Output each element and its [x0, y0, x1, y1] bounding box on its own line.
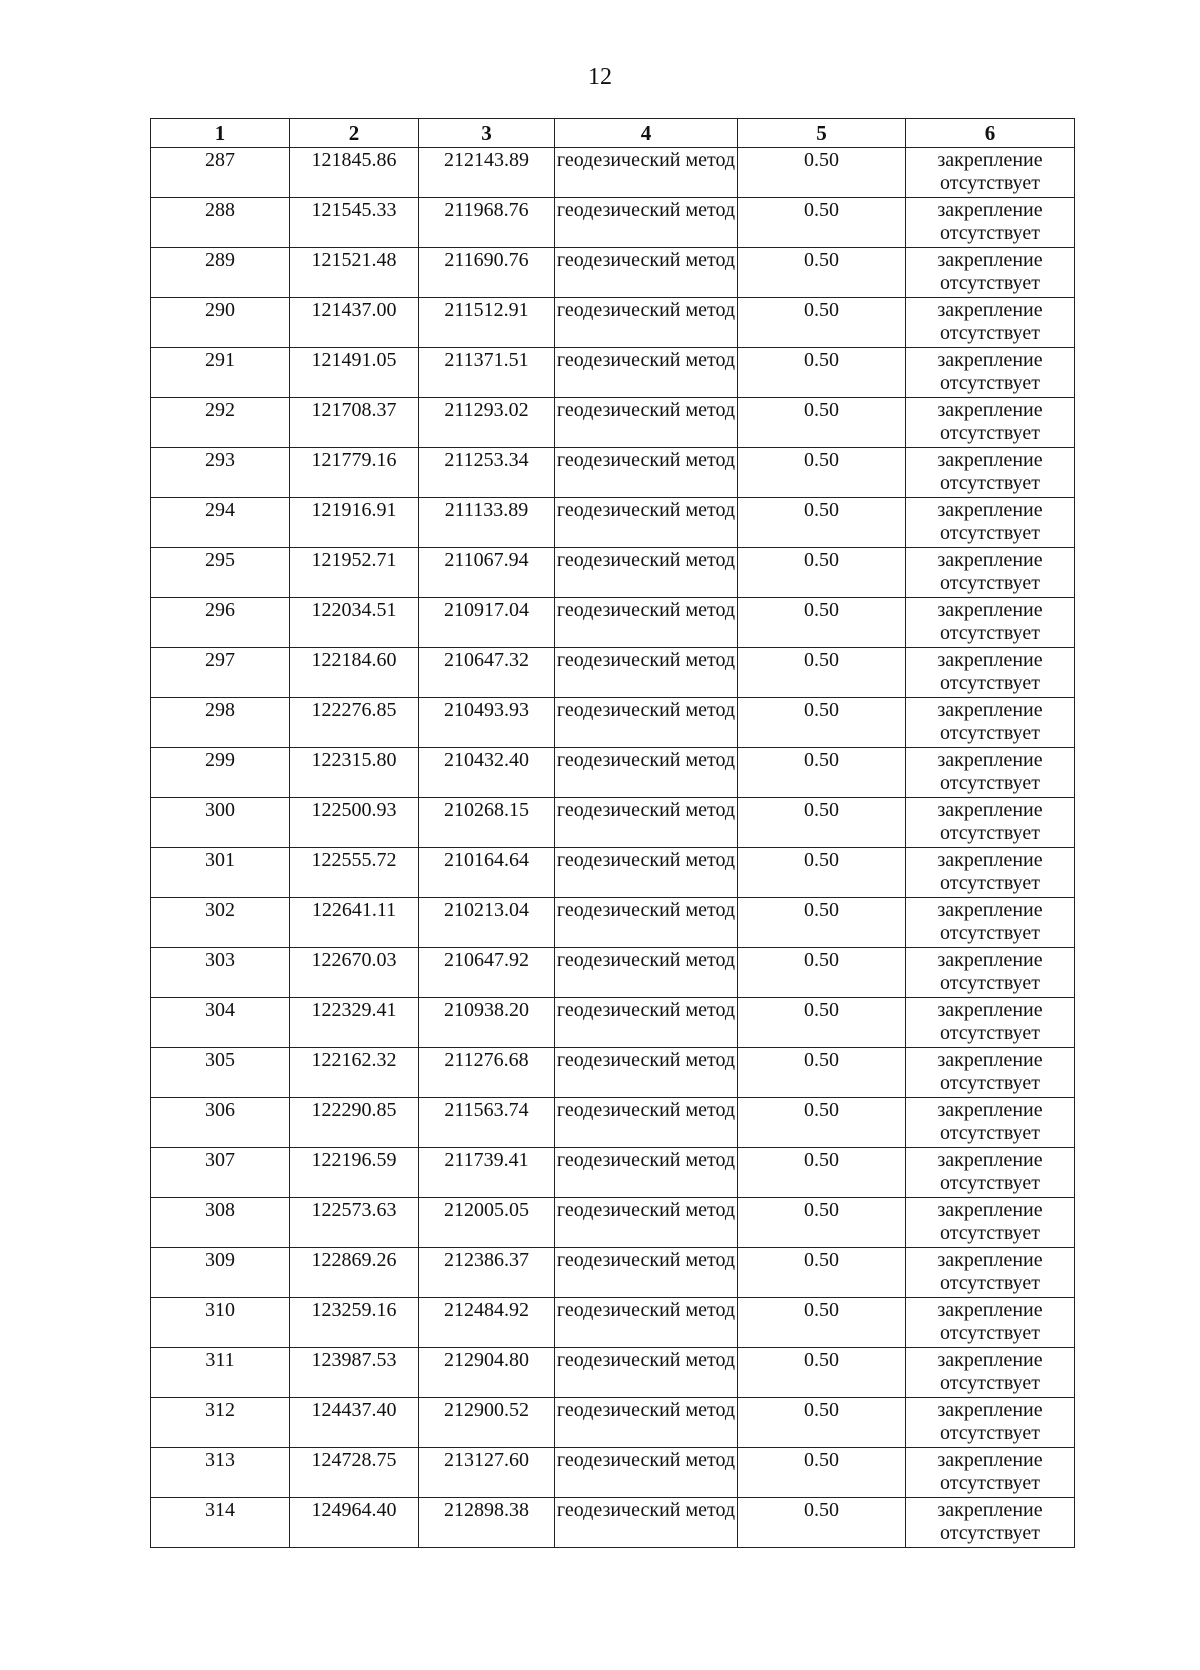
fixing-cell: закрепление отсутствует [906, 1348, 1075, 1398]
accuracy-cell: 0.50 [738, 898, 906, 948]
fixing-cell: закрепление отсутствует [906, 1198, 1075, 1248]
x-coordinate-cell: 124437.40 [290, 1398, 419, 1448]
fixing-cell: закрепление отсутствует [906, 1498, 1075, 1548]
accuracy-cell: 0.50 [738, 798, 906, 848]
fixing-cell: закрепление отсутствует [906, 1148, 1075, 1198]
table-row [151, 598, 1075, 648]
table-row [151, 1048, 1075, 1098]
point-number-cell: 298 [151, 698, 290, 748]
x-coordinate-cell: 122670.03 [290, 948, 419, 998]
accuracy-cell: 0.50 [738, 1448, 906, 1498]
table-row [151, 998, 1075, 1048]
point-number-cell: 307 [151, 1148, 290, 1198]
x-coordinate-cell: 122290.85 [290, 1098, 419, 1148]
coordinates-table-container [150, 118, 1074, 1548]
method-cell: геодезический метод [555, 498, 738, 548]
fixing-cell: закрепление отсутствует [906, 448, 1075, 498]
method-cell: геодезический метод [555, 1198, 738, 1248]
y-coordinate-cell: 212900.52 [419, 1398, 555, 1448]
accuracy-cell: 0.50 [738, 248, 906, 298]
point-number-cell: 311 [151, 1348, 290, 1398]
x-coordinate-cell: 122555.72 [290, 848, 419, 898]
table-header-row [151, 119, 1075, 148]
point-number-cell: 287 [151, 148, 290, 198]
coordinates-table [150, 118, 1075, 1548]
accuracy-cell: 0.50 [738, 448, 906, 498]
point-number-cell: 294 [151, 498, 290, 548]
point-number-cell: 306 [151, 1098, 290, 1148]
method-cell: геодезический метод [555, 1348, 738, 1398]
y-coordinate-cell: 212904.80 [419, 1348, 555, 1398]
x-coordinate-cell: 124728.75 [290, 1448, 419, 1498]
y-coordinate-cell: 213127.60 [419, 1448, 555, 1498]
accuracy-cell: 0.50 [738, 1298, 906, 1348]
method-cell: геодезический метод [555, 148, 738, 198]
method-cell: геодезический метод [555, 398, 738, 448]
point-number-cell: 291 [151, 348, 290, 398]
accuracy-cell: 0.50 [738, 1148, 906, 1198]
accuracy-cell: 0.50 [738, 548, 906, 598]
method-cell: геодезический метод [555, 698, 738, 748]
point-number-cell: 303 [151, 948, 290, 998]
table-row [151, 198, 1075, 248]
column-header: 2 [290, 119, 419, 148]
accuracy-cell: 0.50 [738, 998, 906, 1048]
method-cell: геодезический метод [555, 1448, 738, 1498]
x-coordinate-cell: 123259.16 [290, 1298, 419, 1348]
point-number-cell: 297 [151, 648, 290, 698]
accuracy-cell: 0.50 [738, 648, 906, 698]
accuracy-cell: 0.50 [738, 1248, 906, 1298]
y-coordinate-cell: 211739.41 [419, 1148, 555, 1198]
table-row [151, 148, 1075, 198]
point-number-cell: 302 [151, 898, 290, 948]
table-row [151, 498, 1075, 548]
table-row [151, 348, 1075, 398]
method-cell: геодезический метод [555, 998, 738, 1048]
y-coordinate-cell: 211067.94 [419, 548, 555, 598]
x-coordinate-cell: 122500.93 [290, 798, 419, 848]
method-cell: геодезический метод [555, 798, 738, 848]
fixing-cell: закрепление отсутствует [906, 798, 1075, 848]
table-row [151, 548, 1075, 598]
table-row [151, 1148, 1075, 1198]
y-coordinate-cell: 210213.04 [419, 898, 555, 948]
x-coordinate-cell: 122184.60 [290, 648, 419, 698]
table-row [151, 798, 1075, 848]
y-coordinate-cell: 210917.04 [419, 598, 555, 648]
x-coordinate-cell: 121437.00 [290, 298, 419, 348]
method-cell: геодезический метод [555, 248, 738, 298]
fixing-cell: закрепление отсутствует [906, 898, 1075, 948]
x-coordinate-cell: 122162.32 [290, 1048, 419, 1098]
x-coordinate-cell: 122034.51 [290, 598, 419, 648]
accuracy-cell: 0.50 [738, 598, 906, 648]
method-cell: геодезический метод [555, 848, 738, 898]
x-coordinate-cell: 122329.41 [290, 998, 419, 1048]
point-number-cell: 295 [151, 548, 290, 598]
accuracy-cell: 0.50 [738, 1048, 906, 1098]
x-coordinate-cell: 121708.37 [290, 398, 419, 448]
table-row [151, 1348, 1075, 1398]
table-row [151, 948, 1075, 998]
y-coordinate-cell: 211968.76 [419, 198, 555, 248]
x-coordinate-cell: 122641.11 [290, 898, 419, 948]
x-coordinate-cell: 121916.91 [290, 498, 419, 548]
accuracy-cell: 0.50 [738, 848, 906, 898]
table-row [151, 1498, 1075, 1548]
accuracy-cell: 0.50 [738, 348, 906, 398]
point-number-cell: 289 [151, 248, 290, 298]
x-coordinate-cell: 121521.48 [290, 248, 419, 298]
y-coordinate-cell: 211293.02 [419, 398, 555, 448]
fixing-cell: закрепление отсутствует [906, 198, 1075, 248]
table-row [151, 248, 1075, 298]
y-coordinate-cell: 212484.92 [419, 1298, 555, 1348]
accuracy-cell: 0.50 [738, 1498, 906, 1548]
accuracy-cell: 0.50 [738, 748, 906, 798]
point-number-cell: 314 [151, 1498, 290, 1548]
table-row [151, 648, 1075, 698]
column-header: 5 [738, 119, 906, 148]
x-coordinate-cell: 123987.53 [290, 1348, 419, 1398]
point-number-cell: 304 [151, 998, 290, 1048]
y-coordinate-cell: 211276.68 [419, 1048, 555, 1098]
accuracy-cell: 0.50 [738, 1098, 906, 1148]
fixing-cell: закрепление отсутствует [906, 1398, 1075, 1448]
method-cell: геодезический метод [555, 1098, 738, 1148]
fixing-cell: закрепление отсутствует [906, 348, 1075, 398]
x-coordinate-cell: 121845.86 [290, 148, 419, 198]
y-coordinate-cell: 211690.76 [419, 248, 555, 298]
fixing-cell: закрепление отсутствует [906, 248, 1075, 298]
column-header: 6 [906, 119, 1075, 148]
y-coordinate-cell: 212386.37 [419, 1248, 555, 1298]
method-cell: геодезический метод [555, 748, 738, 798]
method-cell: геодезический метод [555, 648, 738, 698]
point-number-cell: 288 [151, 198, 290, 248]
column-header: 4 [555, 119, 738, 148]
accuracy-cell: 0.50 [738, 298, 906, 348]
method-cell: геодезический метод [555, 1298, 738, 1348]
accuracy-cell: 0.50 [738, 1198, 906, 1248]
point-number-cell: 300 [151, 798, 290, 848]
x-coordinate-cell: 122869.26 [290, 1248, 419, 1298]
table-row [151, 848, 1075, 898]
y-coordinate-cell: 212143.89 [419, 148, 555, 198]
point-number-cell: 293 [151, 448, 290, 498]
method-cell: геодезический метод [555, 348, 738, 398]
point-number-cell: 308 [151, 1198, 290, 1248]
table-row [151, 898, 1075, 948]
fixing-cell: закрепление отсутствует [906, 1248, 1075, 1298]
page-number: 12 [588, 64, 612, 90]
y-coordinate-cell: 211563.74 [419, 1098, 555, 1148]
method-cell: геодезический метод [555, 448, 738, 498]
fixing-cell: закрепление отсутствует [906, 298, 1075, 348]
x-coordinate-cell: 121545.33 [290, 198, 419, 248]
column-header: 1 [151, 119, 290, 148]
method-cell: геодезический метод [555, 898, 738, 948]
fixing-cell: закрепление отсутствует [906, 1098, 1075, 1148]
y-coordinate-cell: 210647.92 [419, 948, 555, 998]
y-coordinate-cell: 210493.93 [419, 698, 555, 748]
method-cell: геодезический метод [555, 948, 738, 998]
fixing-cell: закрепление отсутствует [906, 598, 1075, 648]
fixing-cell: закрепление отсутствует [906, 498, 1075, 548]
y-coordinate-cell: 211371.51 [419, 348, 555, 398]
method-cell: геодезический метод [555, 1398, 738, 1448]
point-number-cell: 305 [151, 1048, 290, 1098]
method-cell: геодезический метод [555, 548, 738, 598]
method-cell: геодезический метод [555, 1248, 738, 1298]
table-row [151, 1398, 1075, 1448]
point-number-cell: 301 [151, 848, 290, 898]
y-coordinate-cell: 211512.91 [419, 298, 555, 348]
table-row [151, 448, 1075, 498]
fixing-cell: закрепление отсутствует [906, 398, 1075, 448]
y-coordinate-cell: 211253.34 [419, 448, 555, 498]
x-coordinate-cell: 121952.71 [290, 548, 419, 598]
table-row [151, 1298, 1075, 1348]
x-coordinate-cell: 122573.63 [290, 1198, 419, 1248]
method-cell: геодезический метод [555, 198, 738, 248]
point-number-cell: 292 [151, 398, 290, 448]
fixing-cell: закрепление отсутствует [906, 648, 1075, 698]
point-number-cell: 299 [151, 748, 290, 798]
fixing-cell: закрепление отсутствует [906, 1298, 1075, 1348]
accuracy-cell: 0.50 [738, 1348, 906, 1398]
y-coordinate-cell: 210647.32 [419, 648, 555, 698]
column-header: 3 [419, 119, 555, 148]
x-coordinate-cell: 121779.16 [290, 448, 419, 498]
point-number-cell: 312 [151, 1398, 290, 1448]
point-number-cell: 309 [151, 1248, 290, 1298]
point-number-cell: 296 [151, 598, 290, 648]
y-coordinate-cell: 210164.64 [419, 848, 555, 898]
y-coordinate-cell: 210432.40 [419, 748, 555, 798]
fixing-cell: закрепление отсутствует [906, 998, 1075, 1048]
table-row [151, 298, 1075, 348]
fixing-cell: закрепление отсутствует [906, 698, 1075, 748]
x-coordinate-cell: 124964.40 [290, 1498, 419, 1548]
x-coordinate-cell: 122315.80 [290, 748, 419, 798]
accuracy-cell: 0.50 [738, 148, 906, 198]
x-coordinate-cell: 122276.85 [290, 698, 419, 748]
accuracy-cell: 0.50 [738, 1398, 906, 1448]
method-cell: геодезический метод [555, 1498, 738, 1548]
fixing-cell: закрепление отсутствует [906, 848, 1075, 898]
y-coordinate-cell: 210268.15 [419, 798, 555, 848]
accuracy-cell: 0.50 [738, 398, 906, 448]
point-number-cell: 313 [151, 1448, 290, 1498]
method-cell: геодезический метод [555, 598, 738, 648]
y-coordinate-cell: 210938.20 [419, 998, 555, 1048]
y-coordinate-cell: 212898.38 [419, 1498, 555, 1548]
accuracy-cell: 0.50 [738, 198, 906, 248]
point-number-cell: 310 [151, 1298, 290, 1348]
fixing-cell: закрепление отсутствует [906, 548, 1075, 598]
table-body [151, 148, 1075, 1548]
x-coordinate-cell: 121491.05 [290, 348, 419, 398]
table-row [151, 398, 1075, 448]
accuracy-cell: 0.50 [738, 948, 906, 998]
table-row [151, 1248, 1075, 1298]
method-cell: геодезический метод [555, 1048, 738, 1098]
fixing-cell: закрепление отсутствует [906, 1048, 1075, 1098]
method-cell: геодезический метод [555, 1148, 738, 1198]
method-cell: геодезический метод [555, 298, 738, 348]
table-row [151, 698, 1075, 748]
fixing-cell: закрепление отсутствует [906, 948, 1075, 998]
y-coordinate-cell: 212005.05 [419, 1198, 555, 1248]
accuracy-cell: 0.50 [738, 498, 906, 548]
fixing-cell: закрепление отсутствует [906, 1448, 1075, 1498]
x-coordinate-cell: 122196.59 [290, 1148, 419, 1198]
table-row [151, 1098, 1075, 1148]
point-number-cell: 290 [151, 298, 290, 348]
table-row [151, 1198, 1075, 1248]
table-row [151, 748, 1075, 798]
accuracy-cell: 0.50 [738, 698, 906, 748]
y-coordinate-cell: 211133.89 [419, 498, 555, 548]
fixing-cell: закрепление отсутствует [906, 748, 1075, 798]
table-row [151, 1448, 1075, 1498]
fixing-cell: закрепление отсутствует [906, 148, 1075, 198]
